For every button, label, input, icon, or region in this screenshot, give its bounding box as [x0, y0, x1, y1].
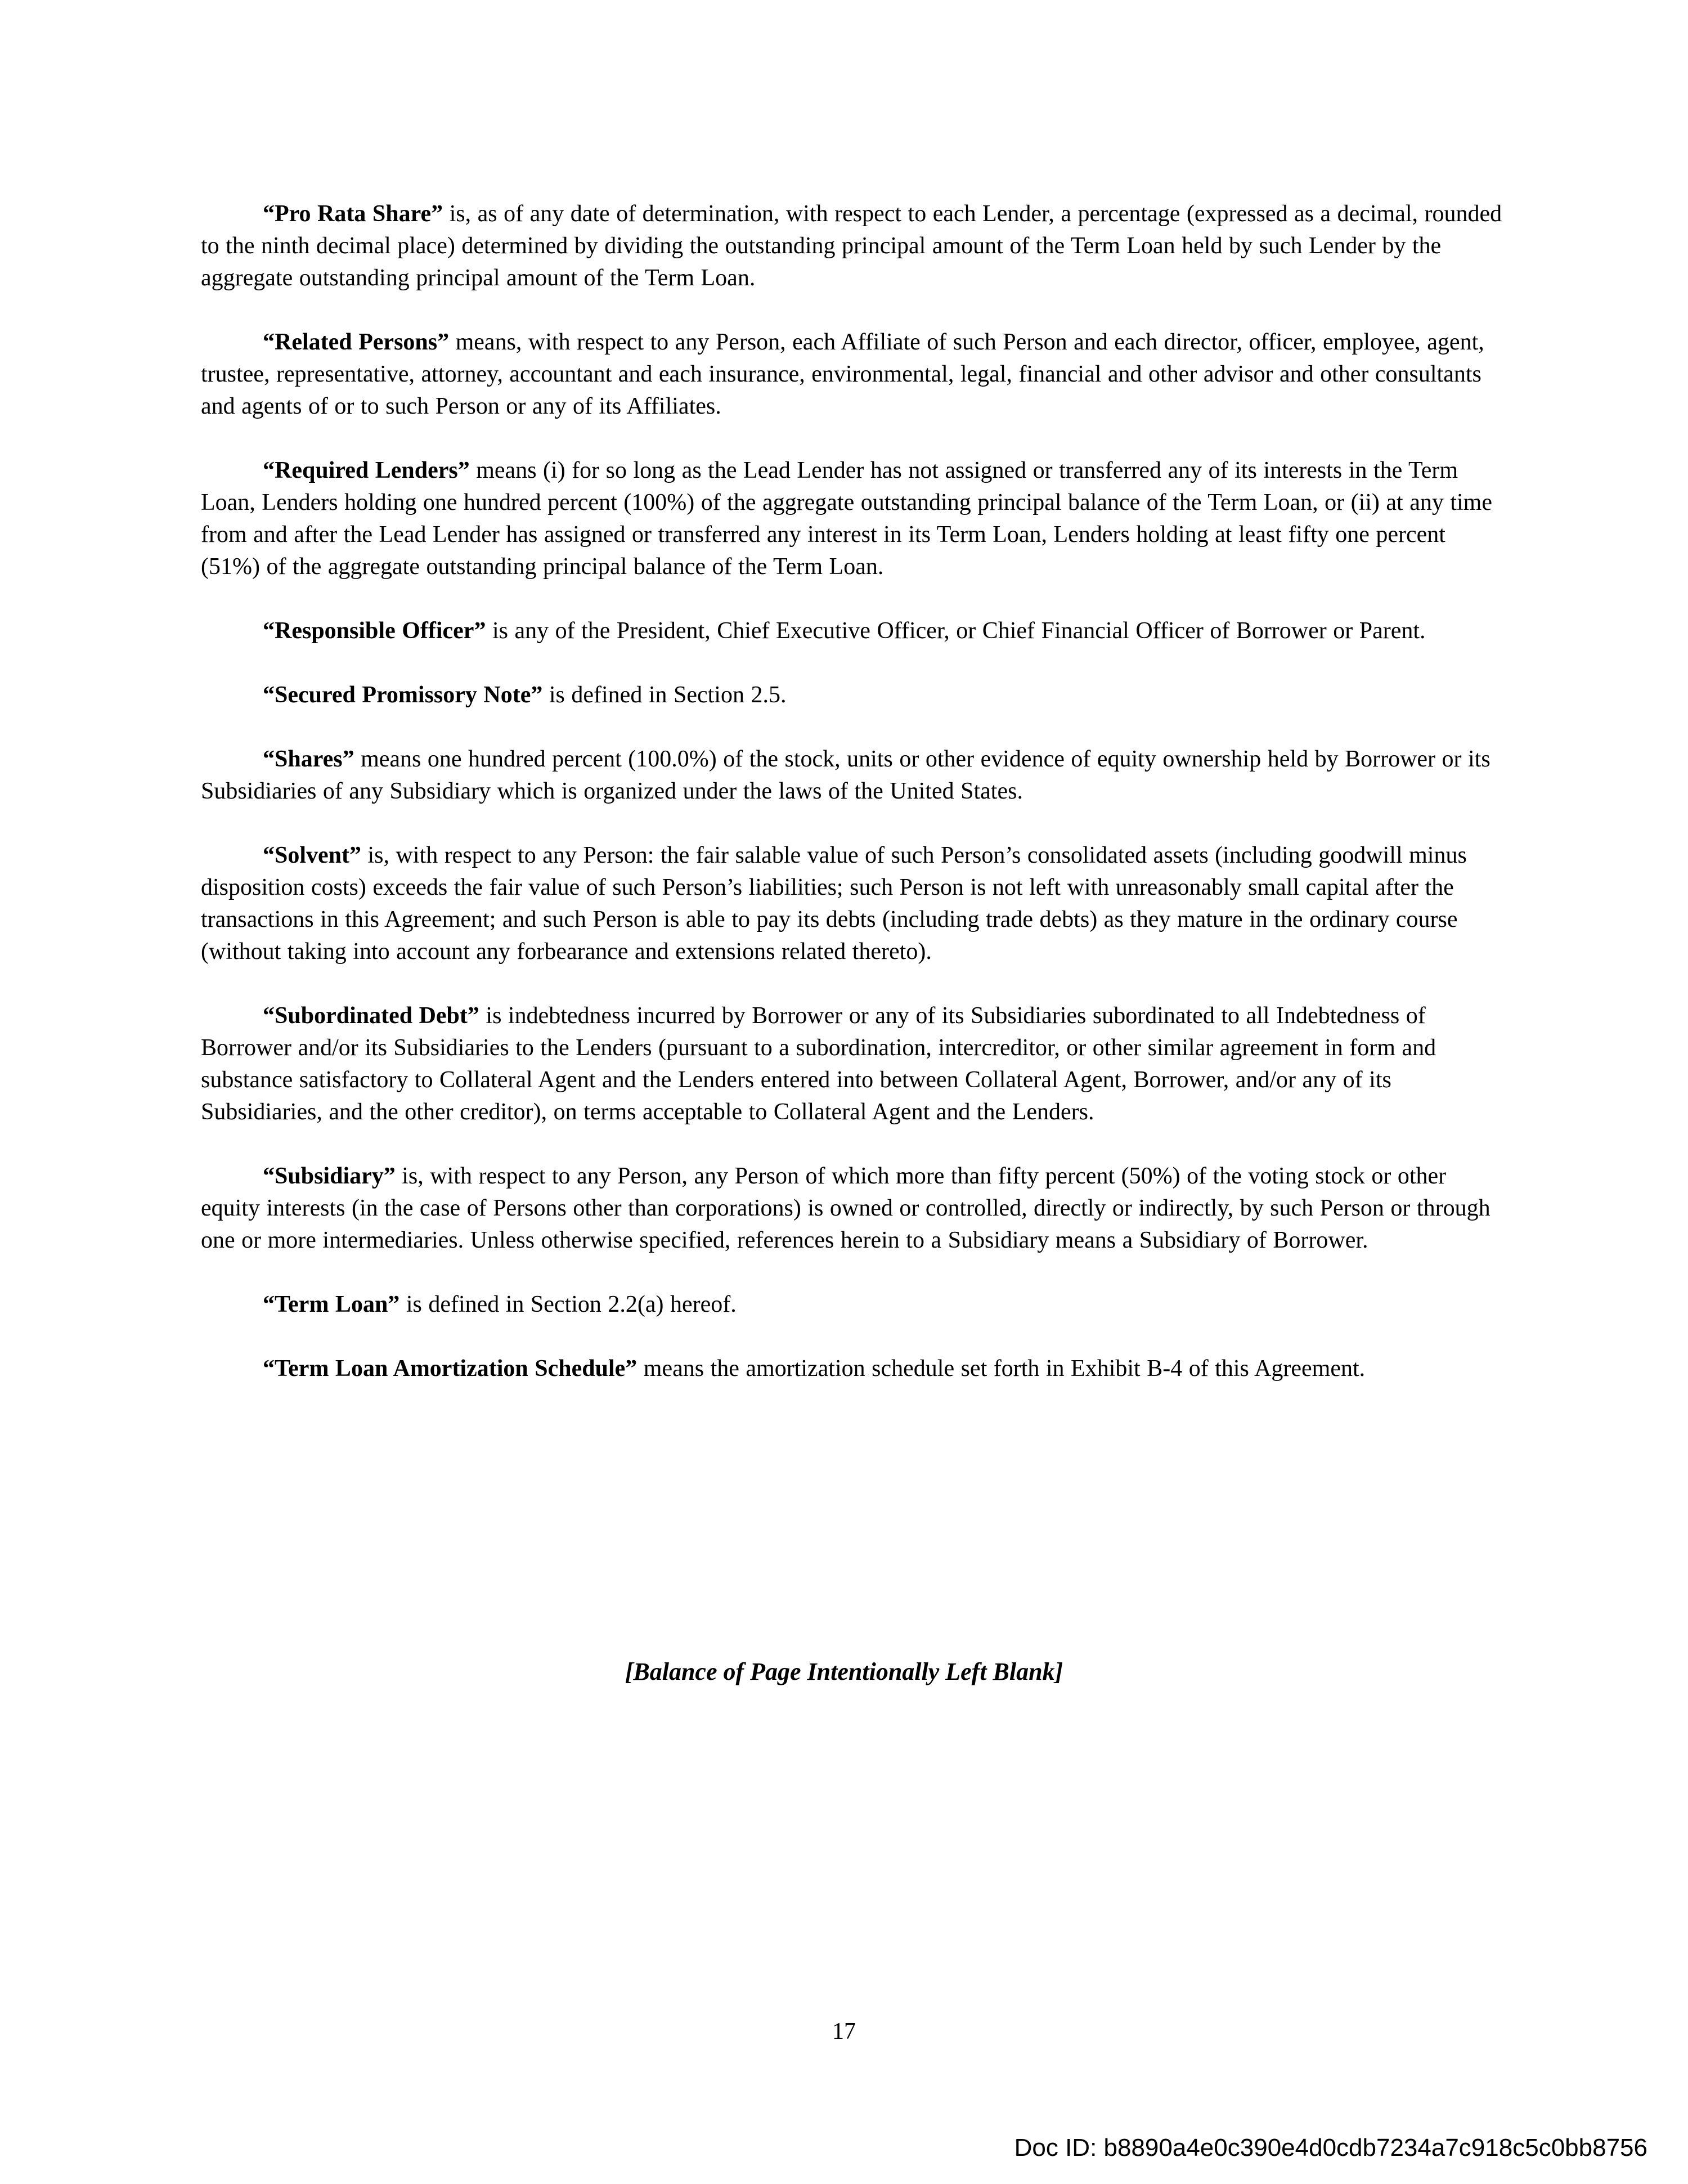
definition-text: means, with respect to any Person, each Affiliate of such Person and each director, officer, employee, agent, trustee, representative, attorney, accountant and each insurance, environmental, legal, financial and other advisor and other consultants and agents of or to such Person or any of its Affiliates. — [201, 329, 1484, 419]
definition-paragraph — [201, 198, 1507, 294]
definition-term: “Term Loan” — [263, 1291, 400, 1317]
definition-term: “Solvent” — [263, 842, 362, 868]
definition-term: “Pro Rata Share” — [263, 201, 443, 227]
definition-text: means one hundred percent (100.0%) of the stock, units or other evidence of equity ownership held by Borrower or its Subsidiaries of any Subsidiary which is organized under the laws of the United States. — [201, 746, 1491, 804]
doc-id-footer: Doc ID: b8890a4e0c390e4d0cdb7234a7c918c5c0bb8756 — [1014, 2134, 1647, 2161]
definition-text: means the amortization schedule set forth in Exhibit B-4 of this Agreement. — [637, 1356, 1366, 1382]
definition-paragraph — [201, 840, 1507, 968]
definition-term: “Subordinated Debt” — [263, 1003, 479, 1029]
definition-paragraph — [201, 1160, 1507, 1257]
definition-text: means (i) for so long as the Lead Lender has not assigned or transferred any of its interests in the Term Loan, Lenders holding one hundred percent (100%) of the aggregate outstanding principal balance of the Term Loan, or (ii) at any time from and after the Lead Lender has assigned or transferred any interest in its Term Loan, Lenders holding at least fifty one percent (51%) of the aggregate outstanding principal balance of the Term Loan. — [201, 458, 1492, 580]
definition-text: is, with respect to any Person: the fair salable value of such Person’s consolidated assets (including goodwill minus disposition costs) exceeds the fair value of such Person’s liabilities; such Person is not left with unreasonably small capital after the transactions in this Agreement; and such Person is able to pay its debts (including trade debts) as they mature in the ordinary course (without taking into account any forbearance and extensions related thereto). — [201, 842, 1467, 965]
definition-term: “Responsible Officer” — [263, 618, 486, 644]
definition-text: is any of the President, Chief Executive Officer, or Chief Financial Officer of Borrower or Parent. — [486, 618, 1426, 644]
definition-paragraph — [201, 455, 1507, 583]
page-number: 17 — [832, 2019, 856, 2044]
document-body — [201, 198, 1507, 1417]
definition-text: is, as of any date of determination, with respect to each Lender, a percentage (expressed as a decimal, rounded to the ninth decimal place) determined by dividing the outstanding principal amount of the Term Loan held by such Lender by the aggregate outstanding principal amount of the Term Loan. — [201, 201, 1502, 291]
definition-text: is, with respect to any Person, any Person of which more than fifty percent (50%) of the voting stock or other equity interests (in the case of Persons other than corporations) is owned or controlled, directly or indirectly, by such Person or through one or more intermediaries. Unless otherwise specified, references herein to a Subsidiary means a Subsidiary of Borrower. — [201, 1163, 1491, 1253]
definition-paragraph — [201, 679, 1507, 711]
definition-text: is defined in Section 2.5. — [542, 682, 787, 708]
definition-term: “Subsidiary” — [263, 1163, 396, 1189]
definition-term: “Required Lenders” — [263, 458, 470, 483]
definition-paragraph — [201, 615, 1507, 647]
definition-paragraph — [201, 743, 1507, 808]
definition-paragraph — [201, 1000, 1507, 1128]
definition-paragraph — [201, 326, 1507, 423]
definition-paragraph — [201, 1353, 1507, 1385]
definition-text: is defined in Section 2.2(a) hereof. — [399, 1291, 737, 1317]
definition-term: “Related Persons” — [263, 329, 450, 355]
definition-term: “Term Loan Amortization Schedule” — [263, 1356, 638, 1382]
definition-text: is indebtedness incurred by Borrower or any of its Subsidiaries subordinated to all Indebtedness of Borrower and/or its Subsidiaries to the Lenders (pursuant to a subordination, intercreditor, or other similar agreement in form and substance satisfactory to Collateral Agent and the Lenders entered into between Collateral Agent, Borrower, and/or any of its Subsidiaries, and the other creditor), on terms acceptable to Collateral Agent and the Lenders. — [201, 1003, 1436, 1125]
balance-of-page-notice: [Balance of Page Intentionally Left Blank] — [625, 1658, 1063, 1685]
definition-term: “Shares” — [263, 746, 354, 772]
definition-paragraph — [201, 1289, 1507, 1321]
definition-term: “Secured Promissory Note” — [263, 682, 543, 708]
